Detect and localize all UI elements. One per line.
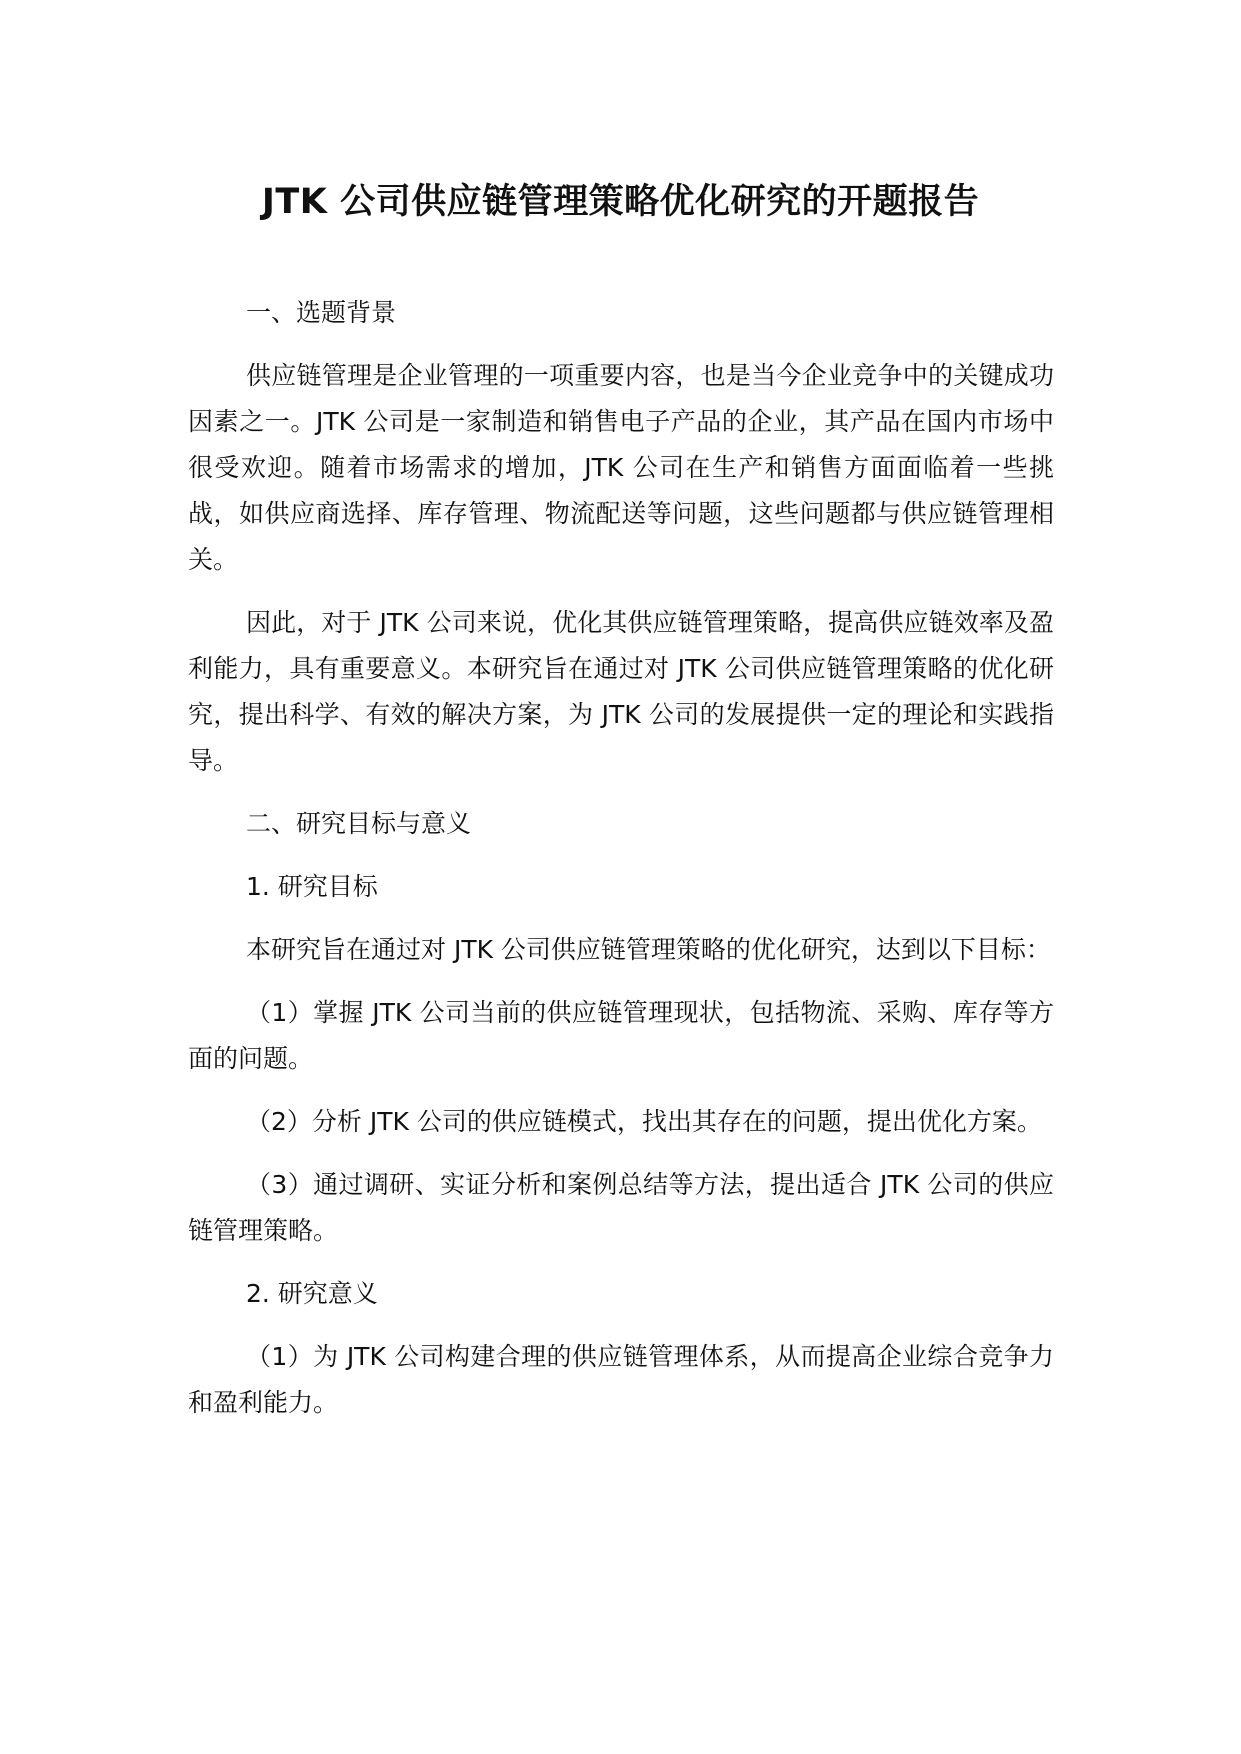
paragraph-background-2: 因此，对于 JTK 公司来说，优化其供应链管理策略，提高供应链效率及盈利能力，具有重要意义。本研究旨在通过对 JTK 公司供应链管理策略的优化研究，提出科学、有效的解决方案，为 JTK 公司的发展提供一定的理论和实践指导。 (188, 608, 1054, 775)
goal-item-2: （2）分析 JTK 公司的供应链模式，找出其存在的问题，提出优化方案。 (246, 1107, 1042, 1136)
goal-item-1: （1）掌握 JTK 公司当前的供应链管理现状，包括物流、采购、库存等方面的问题。 (188, 998, 1054, 1073)
paragraph-goals-intro: 本研究旨在通过对 JTK 公司供应链管理策略的优化研究，达到以下目标： (246, 935, 1051, 964)
section-heading-2: 二、研究目标与意义 (246, 809, 472, 838)
paragraph-background-1: 供应链管理是企业管理的一项重要内容，也是当今企业竞争中的关键成功因素之一。JTK 公司是一家制造和销售电子产品的企业，其产品在国内市场中很受欢迎。随着市场需求的增加，JTK 公司在生产和销售方面面临着一些挑战，如供应商选择、库存管理、物流配送等问题，这些问题都与供应链管理相关。 (188, 361, 1054, 574)
subsection-heading-significance: 2. 研究意义 (246, 1279, 378, 1308)
significance-item-1: （1）为 JTK 公司构建合理的供应链管理体系，从而提高企业综合竞争力和盈利能力。 (188, 1342, 1054, 1417)
document-title: JTK 公司供应链管理策略优化研究的开题报告 (261, 182, 980, 222)
subsection-heading-goals: 1. 研究目标 (246, 872, 378, 901)
goal-item-3: （3）通过调研、实证分析和案例总结等方法，提出适合 JTK 公司的供应链管理策略。 (188, 1170, 1054, 1245)
section-heading-1: 一、选题背景 (246, 298, 397, 327)
document-body (188, 290, 1054, 1443)
